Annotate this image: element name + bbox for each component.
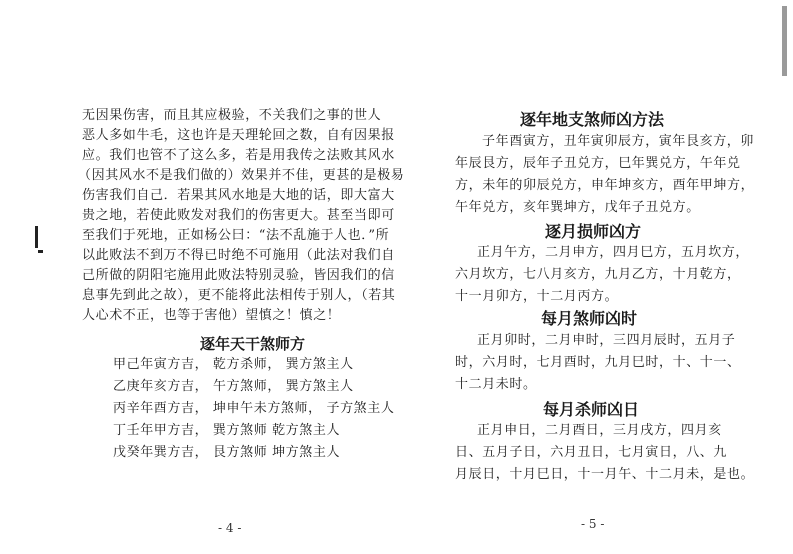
body-line: 十二月未时。: [455, 377, 537, 392]
body-line: 己所做的阴阳宅施用此败法特别灵验，皆因我们的信: [82, 268, 395, 283]
body-line: 至我们于死地，正如杨公曰：“法不乱施于人也．”所: [82, 228, 390, 243]
body-line: 无因果伤害，而且其应极验，不关我们之事的世人: [82, 108, 382, 123]
page-number: - 5 -: [581, 517, 605, 531]
table-row: 丁壬年甲方吉， 巽方煞师 乾方煞主人: [113, 423, 341, 438]
body-line: 人心术不正，也等于害他）望慎之！慎之！: [82, 308, 341, 323]
body-line: 应。我们也管不了这么多，若是用我传之法败其风水: [82, 148, 395, 163]
body-line: 月辰日，十月巳日，十一月午、十二月未，是也。: [455, 467, 755, 482]
section-title: 逐年天干煞师方: [200, 335, 306, 353]
table-row: 戊癸年巽方吉， 艮方煞师 坤方煞主人: [113, 445, 341, 460]
body-line: 年辰艮方，辰年子丑兑方，巳年巽兑方，午年兑: [455, 156, 741, 171]
table-row: 丙辛年酉方吉， 坤申午未方煞师， 子方煞主人: [113, 401, 395, 416]
body-line: 贵之地，若使此败发对我们的伤害更大。甚至当即可: [82, 208, 395, 223]
section-title: 逐月损师凶方: [545, 222, 642, 241]
body-line: 正月午方，二月申方，四月巳方，五月坎方，: [477, 245, 750, 260]
body-line: （因其风水不是我们做的）效果并不佳，更甚的是极易: [78, 168, 405, 183]
table-row: 甲己年寅方吉， 乾方杀师， 巽方煞主人: [113, 357, 354, 372]
section-title: 每月煞师凶时: [541, 309, 638, 328]
section-title: 每月杀师凶日: [543, 400, 640, 419]
body-line: 六月坎方，七八月亥方，九月乙方，十月乾方，: [455, 267, 741, 282]
body-line: 正月申日，二月酉日，三月戌方，四月亥: [477, 423, 722, 438]
body-line: 以此败法不到万不得已时绝不可施用（此法对我们自: [82, 248, 395, 263]
body-line: 时，六月时，七月酉时，九月巳时，十、十一、: [455, 355, 741, 370]
body-line: 方，未年的卯辰兑方，申年坤亥方，酉年甲坤方，: [455, 178, 755, 193]
body-line: 十一月卯方，十二月丙方。: [455, 289, 619, 304]
body-line: 日、五月子日，六月丑日，七月寅日，八、九: [455, 445, 728, 460]
table-row: 乙庚年亥方吉， 午方煞师， 巽方煞主人: [113, 379, 354, 394]
scan-edge: [782, 6, 787, 76]
body-line: 伤害我们自己．若果其风水地是大地的话，即大富大: [82, 188, 395, 203]
section-title: 逐年地支煞师凶方法: [520, 110, 665, 129]
body-line: 午年兑方，亥年巽坤方，戊年子丑兑方。: [455, 200, 700, 215]
body-line: 息事先到此之故），更不能将此法相传于别人，（若其: [82, 288, 396, 303]
body-line: 子年酉寅方，丑年寅卯辰方，寅年艮亥方，卯: [482, 134, 755, 149]
body-line: 恶人多如牛毛，这也许是天理轮回之数，自有因果报: [82, 128, 395, 143]
margin-mark-tick: [38, 250, 43, 253]
page-number: - 4 -: [218, 521, 242, 535]
margin-mark: [35, 226, 38, 248]
body-line: 正月卯时，二月申时，三四月辰时，五月子: [477, 333, 736, 348]
right-page: [397, 0, 793, 554]
